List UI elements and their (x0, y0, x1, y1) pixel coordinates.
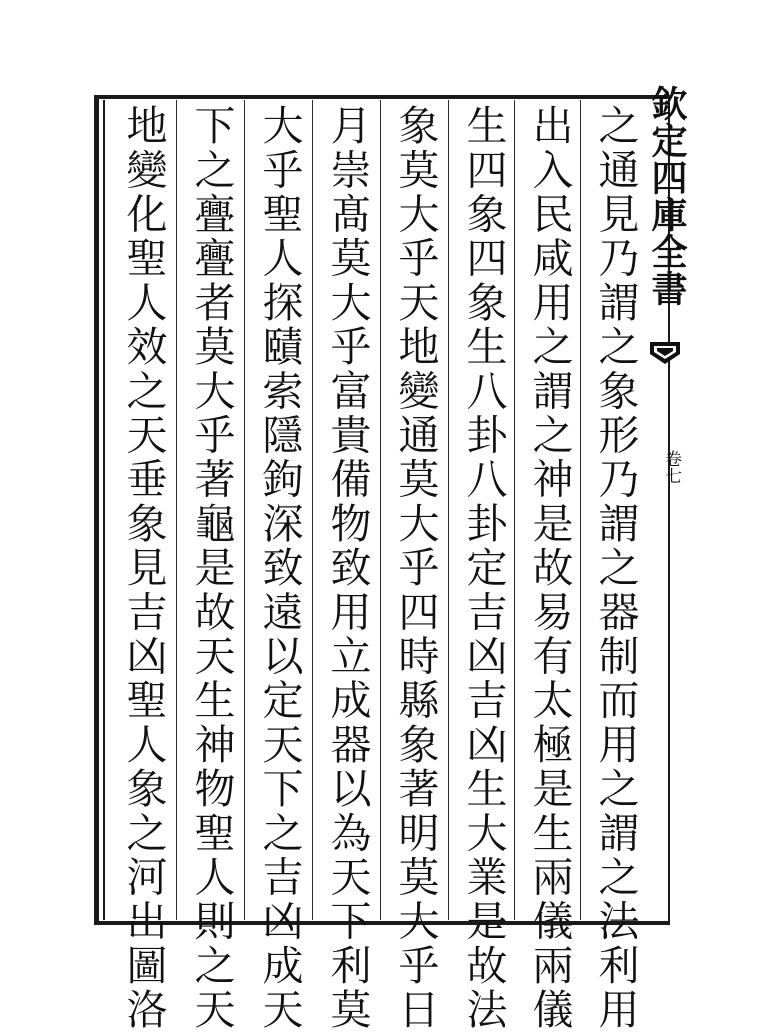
margin-volume: 卷七 (661, 450, 681, 484)
text-column-1 (582, 100, 648, 1032)
column-text: 生四象四象生八卦八卦定吉凶吉凶生大業是故法 (459, 104, 508, 1032)
fishtail-mark-icon (648, 340, 682, 366)
margin-title: 欽定四庫全書 (646, 85, 688, 307)
column-text: 出入民咸用之謂之神是故易有太極是生兩儀兩儀 (525, 104, 574, 1032)
column-text: 下之亹亹者莫大乎著龜是故天生神物聖人則之天 (187, 104, 236, 1032)
column-divider (244, 100, 245, 920)
column-divider (176, 100, 177, 920)
column-text: 之通見乃謂之象形乃謂之器制而用之謂之法利用 (591, 104, 640, 1032)
column-divider (448, 100, 449, 920)
column-text: 象莫大乎天地變通莫大乎四時縣象著明莫大乎日 (391, 104, 440, 1032)
text-column-2 (516, 100, 582, 1032)
column-text: 地變化聖人效之天垂象見吉凶聖人象之河出圖洛 (119, 104, 168, 1032)
column-text: 月崇髙莫大乎富貴備物致用立成器以為天下利莫 (323, 104, 372, 1032)
column-divider (312, 100, 313, 920)
text-column-8 (110, 100, 176, 1032)
inner-border-rule (103, 100, 105, 920)
column-text: 大乎聖人探賾索隱鉤深致遠以定天下之吉凶成天 (255, 104, 304, 1032)
text-column-5 (314, 100, 380, 1032)
column-divider (380, 100, 381, 920)
text-column-3 (450, 100, 516, 1032)
text-column-4 (382, 100, 448, 1032)
text-column-7 (178, 100, 244, 1032)
text-column-6 (246, 100, 312, 1032)
